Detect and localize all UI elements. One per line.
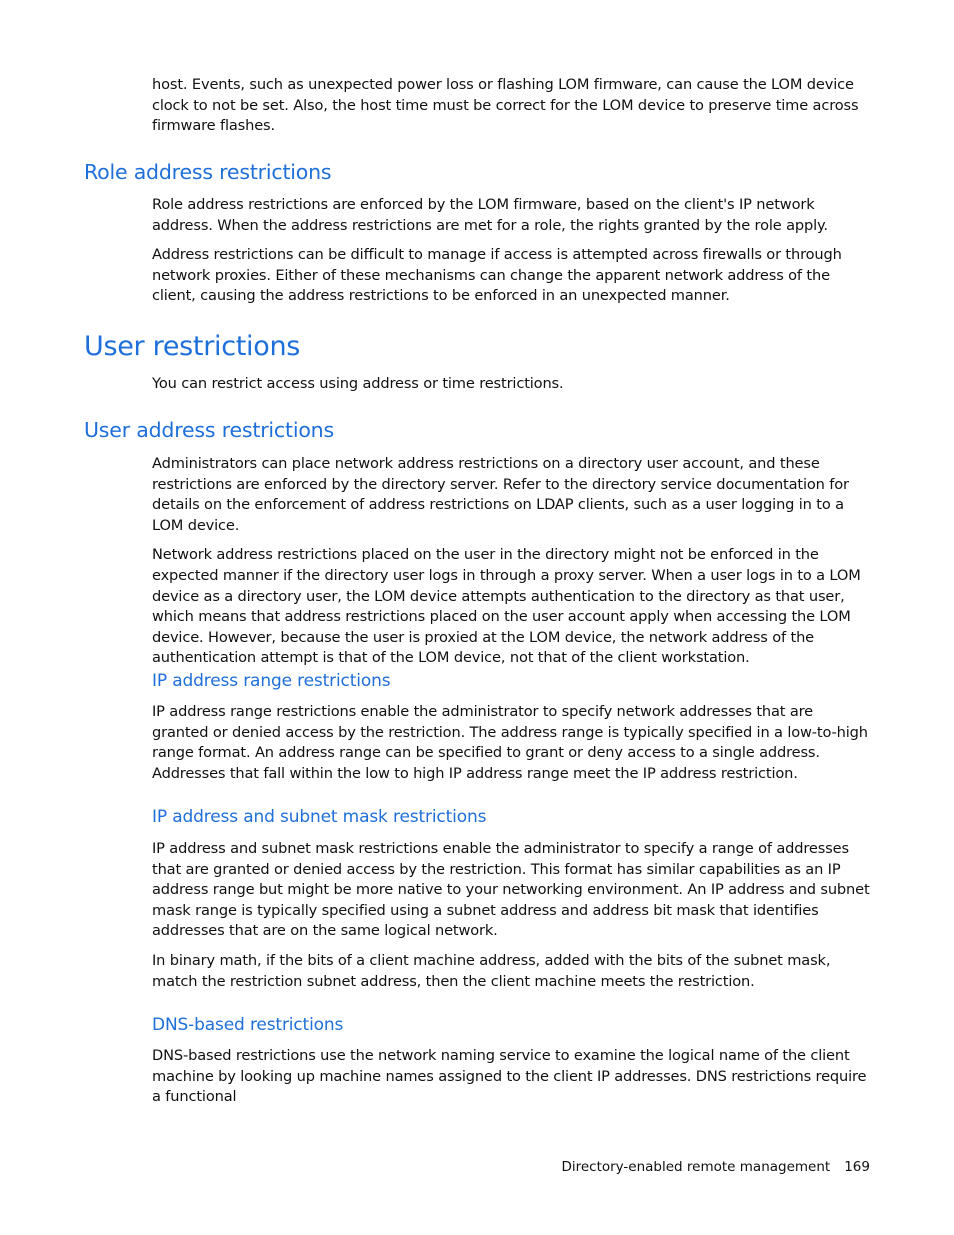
ip-address-range-restrictions-section <box>152 702 872 784</box>
page-number: 169 <box>844 1159 870 1175</box>
role-address-restrictions-section <box>152 195 872 307</box>
role-address-paragraph-1: Role address restrictions are enforced by the LOM firmware, based on the client's IP network address. When the address restrictions are met for a role, the rights granted by the role apply. <box>152 196 828 234</box>
intro-section <box>152 75 872 137</box>
ip-subnet-mask-restrictions-section <box>152 839 872 992</box>
ip-address-range-restrictions-heading: IP address range restrictions <box>152 671 391 691</box>
role-address-restrictions-heading: Role address restrictions <box>84 160 332 184</box>
user-restrictions-section <box>152 374 872 395</box>
intro-paragraph: host. Events, such as unexpected power loss or flashing LOM firmware, can cause the LOM device clock to not be set. Also, the host time must be correct for the LOM device to preserve time across firmware flashes. <box>152 76 859 135</box>
user-address-restrictions-heading: User address restrictions <box>84 418 334 442</box>
user-address-paragraph-2: Network address restrictions placed on the user in the directory might not be enforced in the expected manner if the directory user logs in through a proxy server. When a user logs in to a LOM device as a directory user, the LOM device attempts authentication to the directory as that user, which means that address restrictions placed on the user account apply when accessing the LOM device. However, because the user is proxied at the LOM device, the network address of the authentication attempt is that of the LOM device, not that of the client workstation. <box>152 546 861 667</box>
footer-section-title: Directory-enabled remote management <box>561 1159 831 1175</box>
ip-subnet-mask-restrictions-heading: IP address and subnet mask restrictions <box>152 807 487 827</box>
ip-subnet-mask-paragraph-2: In binary math, if the bits of a client machine address, added with the bits of the subnet mask, match the restriction subnet address, then the client machine meets the restriction. <box>152 951 831 990</box>
dns-based-restrictions-section <box>152 1046 872 1108</box>
dns-based-paragraph: DNS-based restrictions use the network naming service to examine the logical name of the client machine by looking up machine names assigned to the client IP addresses. DNS restrictions require a functional <box>152 1047 867 1106</box>
role-address-paragraph-2: Address restrictions can be difficult to manage if access is attempted across firewalls or through network proxies. Either of these mechanisms can change the apparent network address of the client, causing the address restrictions to be enforced in an unexpected manner. <box>152 246 842 305</box>
user-address-restrictions-section <box>152 454 872 669</box>
ip-subnet-mask-paragraph-1: IP address and subnet mask restrictions enable the administrator to specify a range of addresses that are granted or denied access by the restriction. This format has similar capabilities as an IP address range but might be more native to your networking environment. An IP address and subnet mask range is typically specified using a subnet address and address bit mask that identifies addresses that are on the same logical network. <box>152 840 870 940</box>
user-restrictions-paragraph: You can restrict access using address or time restrictions. <box>152 375 564 392</box>
user-address-paragraph-1: Administrators can place network address restrictions on a directory user account, and these restrictions are enforced by the directory server. Refer to the directory service documentation for details on the enforcement of address restrictions on LDAP clients, such as a user logging in to a LOM device. <box>152 455 849 534</box>
page-footer <box>561 1157 870 1177</box>
ip-address-range-paragraph: IP address range restrictions enable the administrator to specify network addresses that are granted or denied access by the restriction. The address range is typically specified in a low-to-high range format. An address range can be specified to grant or deny access to a single address. Addresses that fall within the low to high IP address range meet the IP address restriction. <box>152 703 868 782</box>
user-restrictions-heading: User restrictions <box>84 331 301 362</box>
dns-based-restrictions-heading: DNS-based restrictions <box>152 1015 344 1035</box>
